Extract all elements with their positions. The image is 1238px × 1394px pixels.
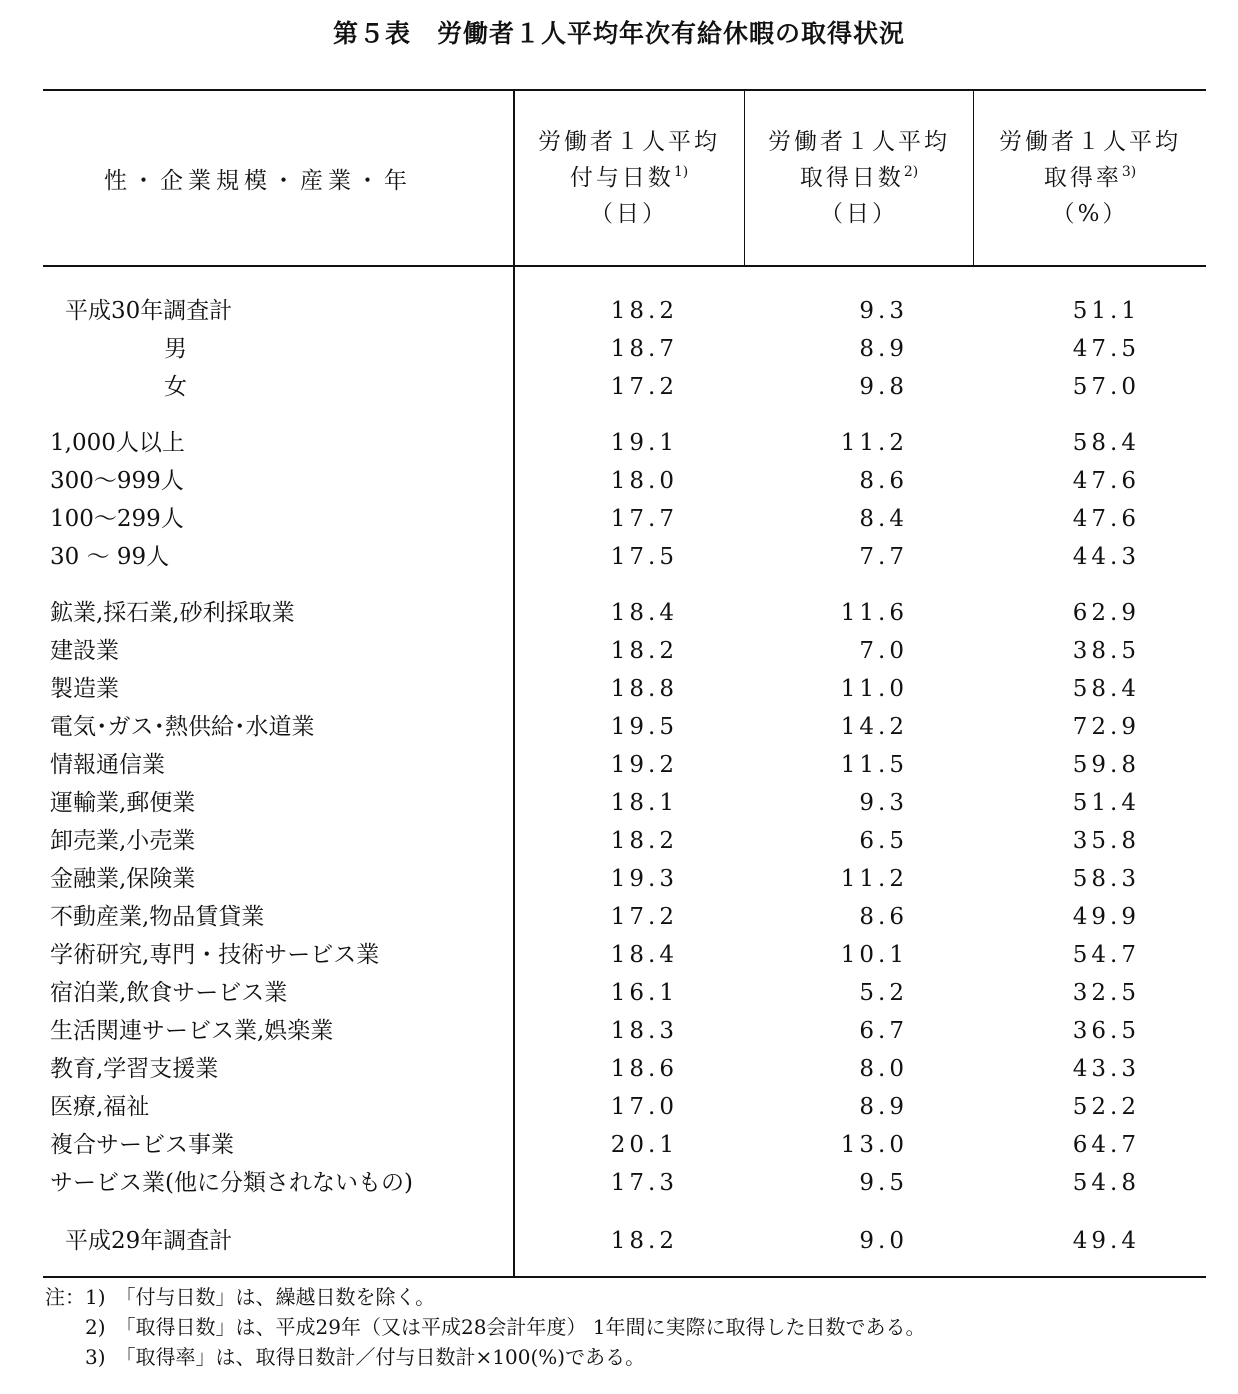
table-row (0, 1050, 1238, 1088)
row-label: 複合サービス事業 (50, 1132, 234, 1158)
table-row (0, 1164, 1238, 1202)
row-label: 卸売業,小売業 (50, 828, 196, 854)
table-row (0, 974, 1238, 1012)
row-label: 運輸業,郵便業 (50, 790, 196, 816)
table-row (0, 746, 1238, 784)
footnote-2: 2) 「取得日数」は、平成29年（又は平成28会計年度） 1年間に実際に取得した日数である。 (45, 1315, 926, 1339)
cell-granted: 19.5 (610, 714, 678, 740)
row-label: 不動産業,物品賃貸業 (50, 904, 265, 930)
row-label: 学術研究,専門・技術サービス業 (50, 942, 380, 968)
table-row (0, 784, 1238, 822)
table-title: 第５表 労働者１人平均年次有給休暇の取得状況 (332, 19, 905, 48)
row-label: 1,000人以上 (50, 430, 185, 456)
cell-rate: 35.8 (1072, 828, 1140, 854)
row-label: 300～999人 (50, 468, 184, 494)
table-row (0, 368, 1238, 406)
header-label: 性・企業規模・産業・年 (104, 167, 412, 194)
table-row (0, 708, 1238, 746)
row-label: 男 (164, 336, 187, 362)
cell-taken: 11.0 (840, 676, 908, 702)
header-col-taken-days (745, 90, 973, 266)
cell-granted: 19.3 (610, 866, 678, 892)
cell-granted: 17.3 (610, 1170, 678, 1196)
cell-granted: 17.2 (610, 904, 678, 930)
table-row (0, 424, 1238, 462)
row-label: 女 (164, 374, 187, 400)
cell-rate: 51.4 (1072, 790, 1140, 816)
cell-granted: 18.2 (610, 298, 678, 324)
header-col1-line2: 付与日数 (569, 165, 674, 191)
cell-rate: 54.7 (1072, 942, 1140, 968)
header-col3-footnote: 3) (1121, 164, 1137, 180)
row-label: 100～299人 (50, 506, 184, 532)
cell-granted: 20.1 (610, 1132, 678, 1158)
cell-granted: 18.2 (610, 1228, 678, 1254)
table-row (0, 594, 1238, 632)
cell-rate: 58.4 (1072, 676, 1140, 702)
cell-granted: 18.7 (610, 336, 678, 362)
cell-rate: 43.3 (1072, 1056, 1140, 1082)
cell-granted: 18.2 (610, 828, 678, 854)
cell-granted: 18.8 (610, 676, 678, 702)
cell-taken: 9.3 (859, 790, 908, 816)
table-row (0, 670, 1238, 708)
cell-rate: 38.5 (1072, 638, 1140, 664)
cell-granted: 18.6 (610, 1056, 678, 1082)
cell-rate: 49.9 (1072, 904, 1140, 930)
cell-granted: 18.4 (610, 942, 678, 968)
cell-taken: 6.7 (859, 1018, 908, 1044)
cell-granted: 17.7 (610, 506, 678, 532)
cell-rate: 62.9 (1072, 600, 1140, 626)
row-label: サービス業(他に分類されないもの) (50, 1170, 413, 1196)
cell-granted: 19.2 (610, 752, 678, 778)
header-col2-line1: 労働者１人平均 (768, 129, 950, 155)
cell-rate: 58.4 (1072, 430, 1140, 456)
cell-taken: 6.5 (859, 828, 908, 854)
cell-taken: 8.6 (859, 904, 908, 930)
header-col-granted-days (514, 90, 744, 266)
cell-granted: 19.1 (610, 430, 678, 456)
row-label: 宿泊業,飲食サービス業 (50, 980, 288, 1006)
table-row (0, 292, 1238, 330)
row-label: 鉱業,採石業,砂利採取業 (50, 600, 295, 626)
cell-taken: 9.0 (859, 1228, 908, 1254)
cell-rate: 51.1 (1072, 298, 1140, 324)
table-row (0, 330, 1238, 368)
table-row (0, 1088, 1238, 1126)
header-col1-unit: （日） (590, 201, 668, 227)
cell-taken: 9.8 (859, 374, 908, 400)
cell-rate: 44.3 (1072, 544, 1140, 570)
cell-rate: 64.7 (1072, 1132, 1140, 1158)
cell-granted: 18.0 (610, 468, 678, 494)
table-row (0, 500, 1238, 538)
cell-taken: 9.3 (859, 298, 908, 324)
cell-taken: 8.6 (859, 468, 908, 494)
cell-taken: 7.0 (859, 638, 908, 664)
table-row (0, 936, 1238, 974)
table-row (0, 822, 1238, 860)
cell-taken: 5.2 (859, 980, 908, 1006)
cell-rate: 72.9 (1072, 714, 1140, 740)
cell-taken: 8.9 (859, 1094, 908, 1120)
row-label: 平成29年調査計 (65, 1228, 233, 1254)
cell-taken: 10.1 (840, 942, 908, 968)
cell-granted: 17.0 (610, 1094, 678, 1120)
cell-taken: 8.0 (859, 1056, 908, 1082)
table-row (0, 632, 1238, 670)
row-label: 教育,学習支援業 (50, 1056, 219, 1082)
row-label: 建設業 (50, 638, 119, 664)
header-col2-line2: 取得日数 (799, 165, 904, 191)
header-col2-footnote: 2) (903, 164, 919, 180)
cell-taken: 11.2 (840, 430, 908, 456)
cell-taken: 9.5 (859, 1170, 908, 1196)
row-label: 電気･ガス･熱供給･水道業 (50, 714, 315, 740)
cell-rate: 57.0 (1072, 374, 1140, 400)
cell-rate: 47.6 (1072, 506, 1140, 532)
cell-rate: 52.2 (1072, 1094, 1140, 1120)
cell-taken: 14.2 (840, 714, 908, 740)
cell-granted: 18.3 (610, 1018, 678, 1044)
cell-taken: 13.0 (840, 1132, 908, 1158)
cell-rate: 59.8 (1072, 752, 1140, 778)
cell-granted: 18.2 (610, 638, 678, 664)
header-col3-unit: （%） (1051, 201, 1129, 227)
cell-taken: 8.4 (859, 506, 908, 532)
cell-granted: 18.4 (610, 600, 678, 626)
footnote-1: 注：1) 「付与日数」は、繰越日数を除く。 (45, 1285, 436, 1309)
cell-rate: 58.3 (1072, 866, 1140, 892)
table-row (0, 462, 1238, 500)
row-label: 医療,福祉 (50, 1094, 150, 1120)
table-row (0, 1222, 1238, 1260)
table-row (0, 1012, 1238, 1050)
cell-taken: 7.7 (859, 544, 908, 570)
footnotes (45, 1282, 926, 1372)
table-row (0, 860, 1238, 898)
table-row (0, 898, 1238, 936)
row-label: 平成30年調査計 (65, 298, 233, 324)
header-col1-line1: 労働者１人平均 (538, 129, 720, 155)
cell-rate: 54.8 (1072, 1170, 1140, 1196)
table-row (0, 1126, 1238, 1164)
row-label: 金融業,保険業 (50, 866, 196, 892)
cell-taken: 11.6 (840, 600, 908, 626)
row-label: 生活関連サービス業,娯楽業 (50, 1018, 334, 1044)
cell-rate: 36.5 (1072, 1018, 1140, 1044)
cell-rate: 47.6 (1072, 468, 1140, 494)
cell-rate: 49.4 (1072, 1228, 1140, 1254)
cell-taken: 8.9 (859, 336, 908, 362)
cell-rate: 32.5 (1072, 980, 1140, 1006)
footnote-3: 3) 「取得率」は、取得日数計／付与日数計×100(%)である。 (45, 1345, 646, 1369)
cell-taken: 11.2 (840, 866, 908, 892)
cell-taken: 11.5 (840, 752, 908, 778)
cell-granted: 18.1 (610, 790, 678, 816)
header-col1-footnote: 1) (673, 164, 689, 180)
cell-granted: 17.2 (610, 374, 678, 400)
header-col3-line1: 労働者１人平均 (999, 129, 1181, 155)
row-label: 情報通信業 (50, 752, 165, 778)
table-row (0, 538, 1238, 576)
header-col-take-rate (974, 90, 1206, 266)
cell-granted: 16.1 (610, 980, 678, 1006)
row-label: 30 ～ 99人 (50, 544, 170, 570)
cell-granted: 17.5 (610, 544, 678, 570)
table-bottom-rule (43, 1276, 1206, 1278)
header-col3-line2: 取得率 (1043, 165, 1122, 191)
header-col2-unit: （日） (820, 201, 898, 227)
row-label: 製造業 (50, 676, 119, 702)
cell-rate: 47.5 (1072, 336, 1140, 362)
